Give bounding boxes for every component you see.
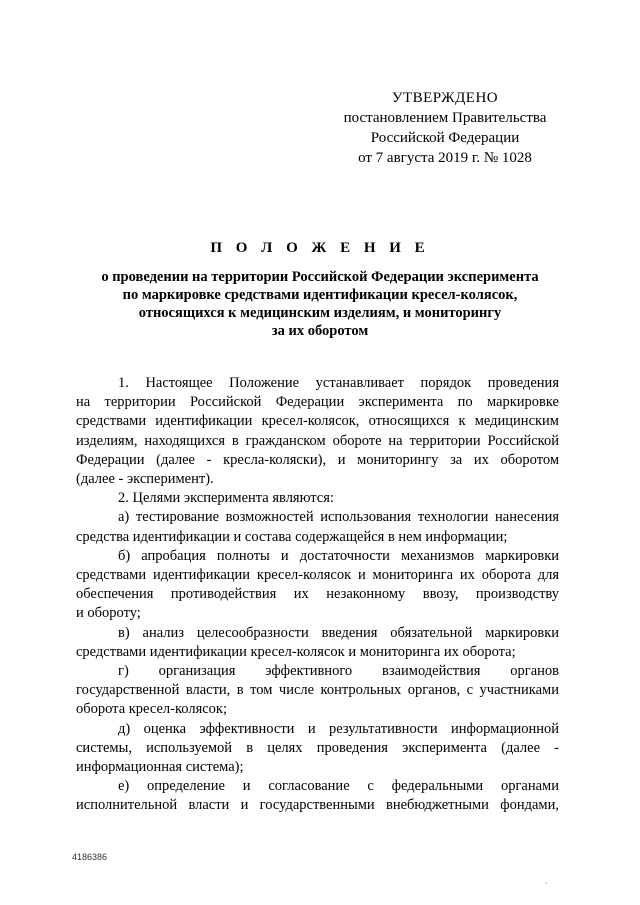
body-line: на территории Российской Федерации эксперимента по маркировке: [76, 394, 559, 411]
body-line: Федерации (далее - кресла-коляски), и мониторингу за их оборотом: [76, 451, 559, 468]
body-line: обеспечения противодействия их незаконному ввозу, производству: [76, 586, 559, 603]
body-line: исполнительной власти и государственными внебюджетными фондами,: [76, 797, 559, 814]
body-line: государственной власти, в том числе контрольных органов, с участниками: [76, 682, 559, 699]
body-line: средствами идентификации кресел-колясок, относящихся к медицинским: [76, 413, 559, 430]
subtitle-line-4: за их оборотом: [271, 323, 369, 339]
subtitle-line-2: по маркировке средствами идентификации кресел-колясок,: [122, 287, 518, 303]
body-line: е) определение и согласование с федеральными органами: [118, 778, 559, 795]
document-code: 4186386: [72, 852, 108, 862]
body-line: изделиям, находящихся в гражданском обороте на территории Российской: [76, 432, 559, 449]
document-heading: [60, 238, 580, 340]
body-line: средствами идентификации кресел-колясок и мониторинга их оборота;: [76, 643, 516, 660]
document-body: [76, 374, 559, 816]
body-line: средства идентификации и состава содержащейся в нем информации;: [76, 528, 508, 545]
body-line: 1. Настоящее Положение устанавливает порядок проведения: [118, 375, 559, 391]
body-line: (далее - эксперимент).: [76, 471, 214, 488]
approval-stamp: [330, 88, 560, 168]
approval-line-1: постановлением Правительства: [343, 110, 547, 126]
subtitle-line-1: о проведении на территории Российской Федерации эксперимента: [101, 269, 539, 285]
subtitle-line-3: относящихся к медицинским изделиям, и мониторингу: [138, 305, 502, 321]
body-line: а) тестирование возможностей использования технологии нанесения: [118, 509, 559, 526]
body-line: средствами идентификации кресел-колясок и мониторинга их оборота для: [76, 567, 559, 584]
body-line: оборота кресел-колясок;: [76, 701, 227, 718]
body-line: б) апробация полноты и достаточности механизмов маркировки: [118, 547, 559, 564]
body-line: 2. Целями эксперимента являются:: [118, 490, 334, 507]
body-line: г) организация эффективного взаимодействия органов: [118, 663, 559, 680]
body-line: в) анализ целесообразности введения обязательной маркировки: [118, 624, 559, 641]
approval-title: УТВЕРЖДЕНО: [391, 90, 499, 106]
scan-artifact: [545, 882, 547, 884]
document-title: П О Л О Ж Е Н И Е: [210, 240, 430, 256]
body-line: информационная система);: [76, 759, 244, 776]
approval-line-2: Российской Федерации: [370, 130, 520, 146]
body-line: д) оценка эффективности и результативности информационной: [118, 720, 559, 737]
body-line: и обороту;: [76, 605, 141, 622]
approval-line-3: от 7 августа 2019 г. № 1028: [358, 150, 532, 166]
document-subtitle: [60, 268, 580, 340]
body-line: системы, используемой в целях проведения эксперимента (далее -: [76, 739, 559, 756]
